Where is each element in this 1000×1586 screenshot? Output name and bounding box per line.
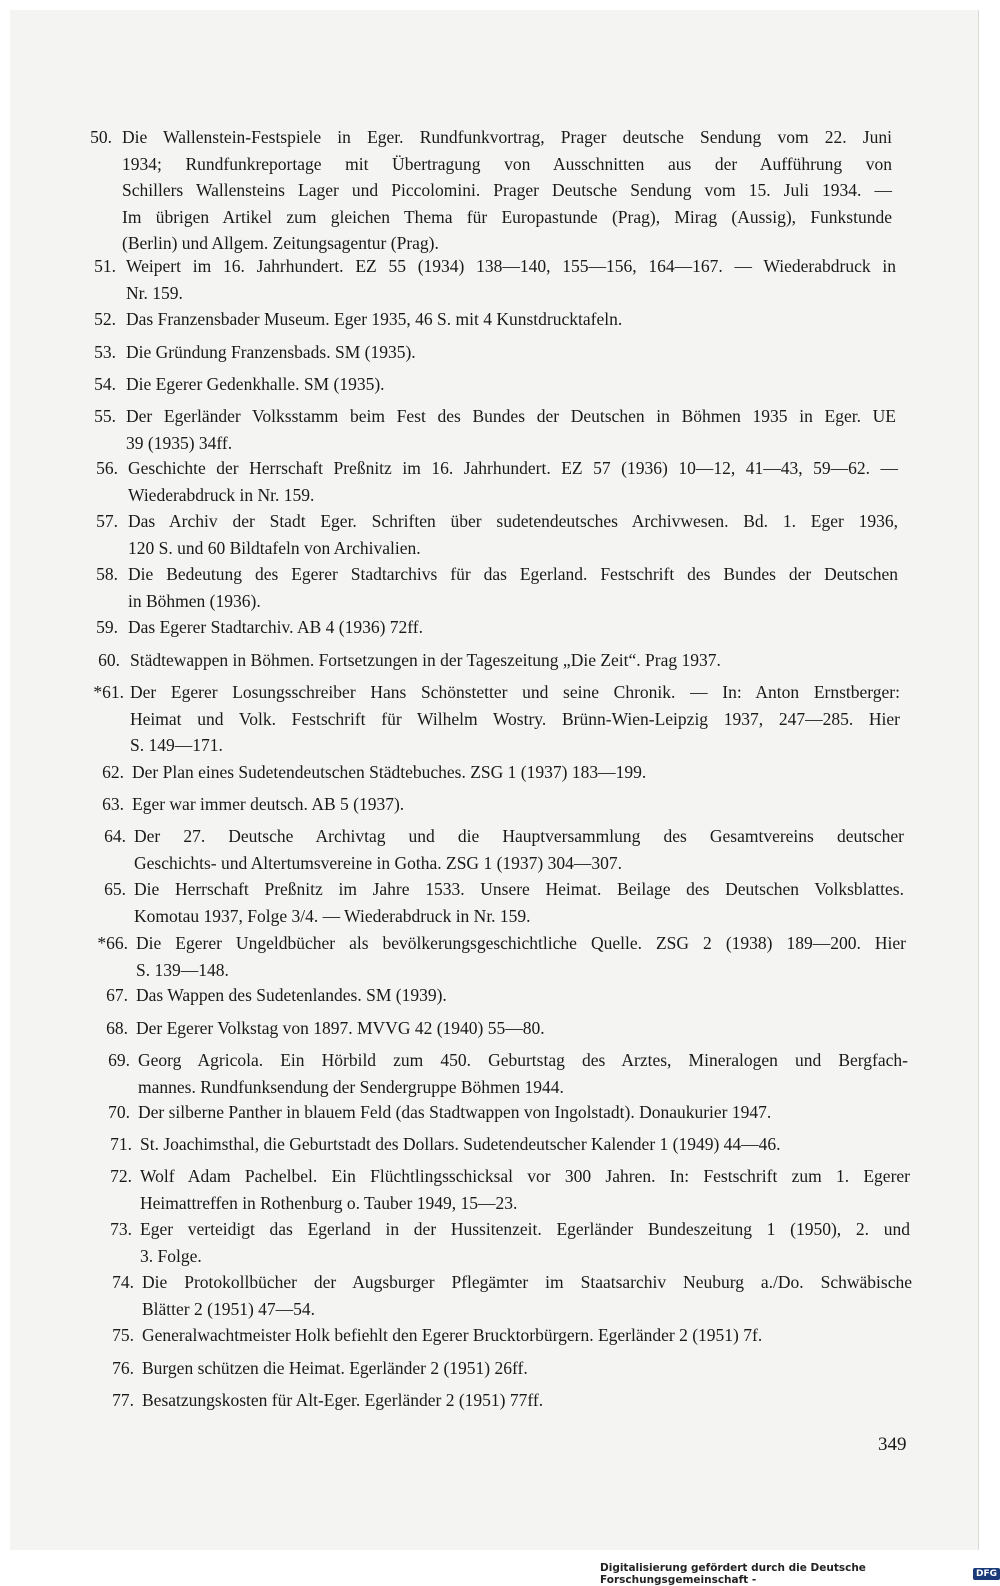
entry-number: 53. — [94, 342, 116, 362]
entry-number: *66. — [97, 933, 128, 953]
entry-number: 51. — [94, 256, 116, 276]
dfg-logo: DFG — [973, 1568, 1000, 1580]
entry-text-line: Blätter 2 (1951) 47—54. — [142, 1298, 316, 1319]
entry-number: 68. — [106, 1018, 128, 1038]
entry-text-line: Wiederabdruck in Nr. 159. — [128, 484, 315, 505]
entry-text-line: Die Protokollbücher der Augsburger Pflegämter im Staatsarchiv Neuburg a./Do. Schwäbische — [142, 1272, 912, 1292]
entry-text-line: Eger verteidigt das Egerland in der Hussitenzeit. Egerländer Bundeszeitung 1 (1950), 2. und — [140, 1219, 910, 1239]
entry-number: 52. — [94, 309, 116, 329]
entry-text-line: in Böhmen (1936). — [128, 590, 261, 611]
entry-text-line: Geschichts- und Altertumsvereine in Gotha. ZSG 1 (1937) 304—307. — [134, 852, 622, 873]
entry-text-line: Die Wallenstein-Festspiele in Eger. Rundfunkvortrag, Prager deutsche Sendung vom 22. Juni — [122, 127, 892, 147]
entry-text-line: Der Egerer Volkstag von 1897. MVVG 42 (1940) 55—80. — [136, 1018, 545, 1038]
entry-text-line: Der Egerer Losungsschreiber Hans Schönstetter und seine Chronik. — In: Anton Ernstberger: — [130, 682, 900, 702]
entry-text-line: Die Egerer Ungeldbücher als bevölkerungsgeschichtliche Quelle. ZSG 2 (1938) 189—200. Hier — [136, 933, 906, 953]
entry-text-line: St. Joachimsthal, die Geburtstadt des Dollars. Sudetendeutscher Kalender 1 (1949) 44—46. — [140, 1134, 781, 1154]
entry-text-line: Weipert im 16. Jahrhundert. EZ 55 (1934) 138—140, 155—156, 164—167. — Wiederabdruck in — [126, 256, 896, 276]
entry-text-line: Geschichte der Herrschaft Preßnitz im 16. Jahrhundert. EZ 57 (1936) 10—12, 41—43, 59—62. — — [128, 458, 898, 478]
entry-text-line: Die Egerer Gedenkhalle. SM (1935). — [126, 374, 385, 394]
entry-number: 54. — [94, 374, 116, 394]
entry-text-line: Nr. 159. — [126, 282, 183, 303]
entry-number: 55. — [94, 406, 116, 426]
entry-number: 56. — [96, 458, 118, 478]
entry-number: 60. — [98, 650, 120, 670]
entry-text-line: Schillers Wallensteins Lager und Piccolomini. Prager Deutsche Sendung vom 15. Juli 1934. — — [122, 180, 892, 200]
entry-number: *61. — [93, 682, 124, 702]
entry-number: 50. — [90, 127, 112, 147]
entry-text-line: Der Plan eines Sudetendeutschen Städtebuches. ZSG 1 (1937) 183—199. — [132, 762, 647, 782]
entry-number: 74. — [112, 1272, 134, 1292]
entry-number: 62. — [102, 762, 124, 782]
entry-text-line: S. 139—148. — [136, 959, 229, 980]
entry-text-line: Der 27. Deutsche Archivtag und die Hauptversammlung des Gesamtvereins deutscher — [134, 826, 904, 846]
entry-text-line: Die Herrschaft Preßnitz im Jahre 1533. Unsere Heimat. Beilage des Deutschen Volksblattes. — [134, 879, 904, 899]
entry-text-line: (Berlin) und Allgem. Zeitungsagentur (Prag). — [122, 233, 439, 253]
entry-text-line: Das Wappen des Sudetenlandes. SM (1939). — [136, 985, 447, 1005]
entry-text-line: Das Archiv der Stadt Eger. Schriften über sudetendeutsches Archivwesen. Bd. 1. Eger 1936, — [128, 511, 898, 531]
entry-number: 64. — [104, 826, 126, 846]
document-page — [10, 10, 979, 1550]
entry-number: 71. — [110, 1134, 132, 1154]
entry-text-line: 1934; Rundfunkreportage mit Übertragung von Ausschnitten aus der Aufführung von — [122, 153, 892, 174]
entry-text-line: 3. Folge. — [140, 1245, 202, 1266]
entry-number: 58. — [96, 564, 118, 584]
entry-text-line: Die Bedeutung des Egerer Stadtarchivs für das Egerland. Festschrift des Bundes der Deutschen — [128, 564, 898, 584]
entry-text-line: Der silberne Panther in blauem Feld (das Stadtwappen von Ingolstadt). Donaukurier 1947. — [138, 1102, 772, 1122]
entry-text-line: Das Franzensbader Museum. Eger 1935, 46 S. mit 4 Kunstdrucktafeln. — [126, 309, 623, 329]
page-number: 349 — [878, 1434, 907, 1455]
entry-number: 73. — [110, 1219, 132, 1239]
entry-text-line: Generalwachtmeister Holk befiehlt den Egerer Brucktorbürgern. Egerländer 2 (1951) 7f. — [142, 1325, 763, 1345]
footer-text: Digitalisierung gefördert durch die Deutsche Forschungsgemeinschaft - — [600, 1562, 866, 1586]
entry-text-line: S. 149—171. — [130, 735, 223, 755]
entry-text-line: Heimattreffen in Rothenburg o. Tauber 1949, 15—23. — [140, 1192, 518, 1213]
entry-number: 70. — [108, 1102, 130, 1122]
entry-number: 77. — [112, 1390, 134, 1410]
entry-number: 76. — [112, 1358, 134, 1378]
entry-number: 72. — [110, 1166, 132, 1186]
entry-text-line: Im übrigen Artikel zum gleichen Thema für Europastunde (Prag), Mirag (Aussig), Funkstunde — [122, 206, 892, 227]
entry-number: 65. — [104, 879, 126, 899]
entry-number: 59. — [96, 617, 118, 637]
entry-text-line: Georg Agricola. Ein Hörbild zum 450. Geburtstag des Arztes, Mineralogen und Bergfach- — [138, 1050, 908, 1070]
entry-text-line: Das Egerer Stadtarchiv. AB 4 (1936) 72ff. — [128, 617, 423, 637]
entry-number: 69. — [108, 1050, 130, 1070]
entry-text-line: Komotau 1937, Folge 3/4. — Wiederabdruck in Nr. 159. — [134, 905, 531, 926]
entry-number: 75. — [112, 1325, 134, 1345]
entry-text-line: Wolf Adam Pachelbel. Ein Flüchtlingsschicksal vor 300 Jahren. In: Festschrift zum 1. Egerer — [140, 1166, 910, 1186]
entry-number: 63. — [102, 794, 124, 814]
entry-text-line: Städtewappen in Böhmen. Fortsetzungen in der Tageszeitung „Die Zeit“. Prag 1937. — [130, 650, 721, 670]
entry-text-line: Heimat und Volk. Festschrift für Wilhelm Wostry. Brünn-Wien-Leipzig 1937, 247—285. Hier — [130, 708, 900, 729]
entry-text-line: Burgen schützen die Heimat. Egerländer 2 (1951) 26ff. — [142, 1358, 528, 1378]
digitization-footer — [600, 1562, 1000, 1586]
entry-text-line: Eger war immer deutsch. AB 5 (1937). — [132, 794, 405, 814]
entry-text-line: Die Gründung Franzensbads. SM (1935). — [126, 342, 416, 362]
entry-text-line: Der Egerländer Volksstamm beim Fest des Bundes der Deutschen in Böhmen 1935 in Eger. UE — [126, 406, 896, 426]
entry-text-line: 120 S. und 60 Bildtafeln von Archivalien. — [128, 537, 421, 558]
entry-text-line: Besatzungskosten für Alt-Eger. Egerländer 2 (1951) 77ff. — [142, 1390, 544, 1410]
entry-text-line: mannes. Rundfunksendung der Sendergruppe Böhmen 1944. — [138, 1076, 564, 1097]
entry-text-line: 39 (1935) 34ff. — [126, 432, 233, 453]
entry-number: 57. — [96, 511, 118, 531]
entry-number: 67. — [106, 985, 128, 1005]
